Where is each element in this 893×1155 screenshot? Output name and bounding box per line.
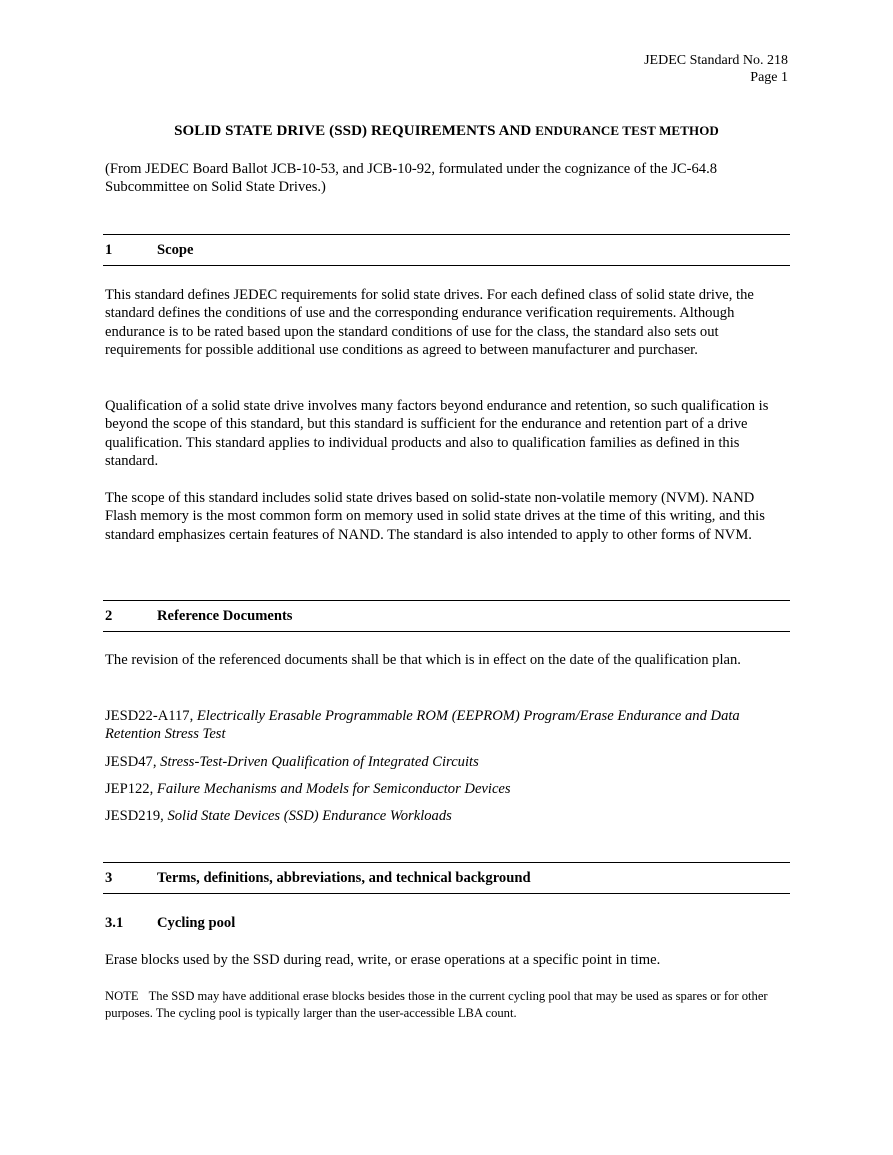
title-main: SOLID STATE DRIVE (SSD) REQUIREMENTS AND (174, 123, 532, 139)
section-number: 2 (105, 608, 113, 624)
scope-paragraph-3 (105, 489, 788, 544)
document-title (0, 122, 893, 140)
section-number: 1 (105, 242, 113, 258)
section-number: 3 (105, 870, 113, 886)
scope-paragraph-2 (105, 397, 788, 471)
intro-text: (From JEDEC Board Ballot JCB-10-53, and JCB-10-92, formulated under the cognizance of the JC-64.8 Subcommittee on Solid State Drives.) (105, 161, 718, 196)
reference-title: Solid State Devices (SSD) Endurance Workloads (167, 808, 452, 824)
reference-code: JESD22-A117, (105, 708, 197, 724)
paragraph-text: This standard defines JEDEC requirements for solid state drives. For each defined class of solid state drive, the standard defines the conditions of use and the corresponding endurance verification requirements. Although endurance is to be rated based upon the standard conditions of use for the class, the standard also sets out requirements for possible additional use conditions as agreed to between manufacturer and purchaser. (105, 287, 754, 359)
scope-paragraph-1 (105, 286, 788, 360)
page-number: Page 1 (750, 70, 788, 85)
reference-item (105, 753, 788, 771)
references-intro (105, 651, 788, 669)
paragraph-text: The scope of this standard includes solid state drives based on solid-state non-volatile memory (NVM). NAND Flash memory is the most common form on memory used in solid state drives at the time of this writing, and this standard emphasizes certain features of NAND. The standard is also intended to apply to other forms of NVM. (105, 490, 765, 543)
section-title: Reference Documents (157, 608, 293, 624)
reference-item (105, 807, 788, 825)
running-header (644, 52, 788, 86)
paragraph-text: The revision of the referenced documents shall be that which is in effect on the date of the qualification plan. (105, 652, 741, 668)
reference-title: Failure Mechanisms and Models for Semiconductor Devices (156, 781, 511, 797)
reference-title: Stress-Test-Driven Qualification of Integrated Circuits (160, 754, 479, 770)
subsection-title: Cycling pool (157, 915, 236, 931)
section-1-heading (103, 234, 790, 266)
paragraph-text: Erase blocks used by the SSD during read, write, or erase operations at a specific point in time. (105, 952, 661, 968)
note-text: The SSD may have additional erase blocks besides those in the current cycling pool that may be used as spares or for other purposes. The cycling pool is typically larger than the user-accessible LBA count. (105, 989, 768, 1020)
reference-code: JESD47, (105, 754, 161, 770)
reference-title: Electrically Erasable Programmable ROM (EEPROM) Program/Erase Endurance and Data Retention Stress Test (105, 708, 740, 743)
reference-item (105, 707, 788, 744)
note-label: NOTE (105, 989, 139, 1003)
definition-text (105, 951, 788, 969)
section-3-heading (103, 862, 790, 894)
section-title: Terms, definitions, abbreviations, and technical background (157, 870, 531, 886)
section-title: Scope (157, 242, 194, 258)
intro-paragraph (105, 160, 788, 197)
standard-number: JEDEC Standard No. 218 (644, 53, 788, 68)
reference-code: JEP122, (105, 781, 157, 797)
subsection-number: 3.1 (105, 915, 124, 931)
reference-item (105, 780, 788, 798)
section-2-heading (103, 600, 790, 632)
reference-code: JESD219, (105, 808, 168, 824)
paragraph-text: Qualification of a solid state drive involves many factors beyond endurance and retention, so such qualification is beyond the scope of this standard, but this standard is sufficient for the endurance and retention part of a drive qualification. This standard applies to individual products and also to qualification families as defined in this standard. (105, 398, 769, 470)
note (105, 988, 785, 1021)
title-small: ENDURANCE TEST METHOD (535, 123, 719, 138)
